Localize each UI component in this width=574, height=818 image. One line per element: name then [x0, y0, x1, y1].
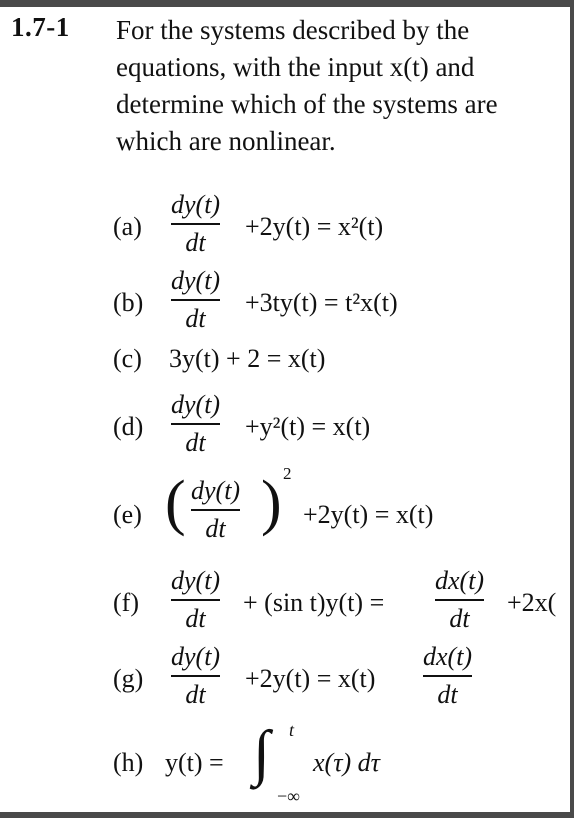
bottom-border [0, 812, 574, 818]
fraction [171, 642, 220, 710]
numerator: dx(t) [423, 642, 473, 671]
integral-sign: ∫ [253, 719, 270, 787]
statement-line: which are nonlinear. [116, 126, 336, 156]
integral-upper: t [289, 720, 295, 740]
fraction-2 [423, 642, 472, 710]
fraction-bar [171, 223, 220, 225]
numerator: dy(t) [171, 566, 221, 595]
equation-rhs: 3y(t) + 2 = x(t) [169, 344, 326, 373]
denominator: dt [437, 679, 458, 709]
problem-number: 1.7-1 [11, 12, 70, 42]
denominator: dt [185, 227, 206, 257]
statement-line: determine which of the systems are [116, 89, 498, 119]
statement-line: For the systems described by the [116, 15, 470, 45]
exponent: 2 [283, 464, 292, 483]
denominator: dt [185, 679, 206, 709]
equation-label: (c) [113, 344, 142, 373]
equation-label: (d) [113, 412, 144, 441]
equation-rhs: +2y(t) = x(t) [303, 500, 434, 529]
fraction-bar [423, 675, 472, 677]
statement-line: equations, with the input x(t) and [116, 52, 475, 82]
fraction [171, 266, 220, 334]
fraction-bar [171, 299, 220, 301]
equation-label: (h) [113, 748, 144, 777]
equation-rhs: +3ty(t) = t²x(t) [245, 288, 398, 317]
denominator: dt [185, 603, 206, 633]
equation-label: (g) [113, 664, 144, 693]
denominator: dt [185, 427, 206, 457]
integral-lower: −∞ [277, 786, 300, 806]
fraction-bar [171, 599, 220, 601]
numerator: dy(t) [171, 266, 221, 295]
equation-rhs: +2x( [507, 588, 557, 617]
fraction [171, 390, 220, 458]
equation-lhs: y(t) = [165, 748, 224, 777]
integrand: x(τ) dτ [313, 748, 380, 777]
fraction-bar [435, 599, 484, 601]
equation-label: (a) [113, 212, 142, 241]
denominator: dt [205, 513, 226, 543]
problem-statement [116, 12, 574, 160]
fraction [171, 190, 220, 258]
numerator: dy(t) [171, 190, 221, 219]
numerator: dx(t) [435, 566, 485, 595]
numerator: dy(t) [191, 476, 241, 505]
numerator: dy(t) [171, 390, 221, 419]
equation-middle: +2y(t) = x(t) [245, 664, 376, 693]
fraction [171, 566, 220, 634]
denominator: dt [185, 303, 206, 333]
equation-middle: + (sin t)y(t) = [243, 588, 385, 617]
equation-label: (f) [113, 588, 139, 617]
fraction-bar [191, 509, 240, 511]
equation-label: (b) [113, 288, 144, 317]
fraction [191, 476, 240, 544]
denominator: dt [449, 603, 470, 633]
equation-rhs: +2y(t) = x²(t) [245, 212, 384, 241]
equation-rhs: +y²(t) = x(t) [245, 412, 371, 441]
fraction-2 [435, 566, 484, 634]
numerator: dy(t) [171, 642, 221, 671]
fraction-bar [171, 675, 220, 677]
right-paren: ) [261, 469, 282, 537]
left-paren: ( [165, 469, 186, 537]
equation-label: (e) [113, 500, 142, 529]
top-border [0, 0, 574, 7]
fraction-bar [171, 423, 220, 425]
